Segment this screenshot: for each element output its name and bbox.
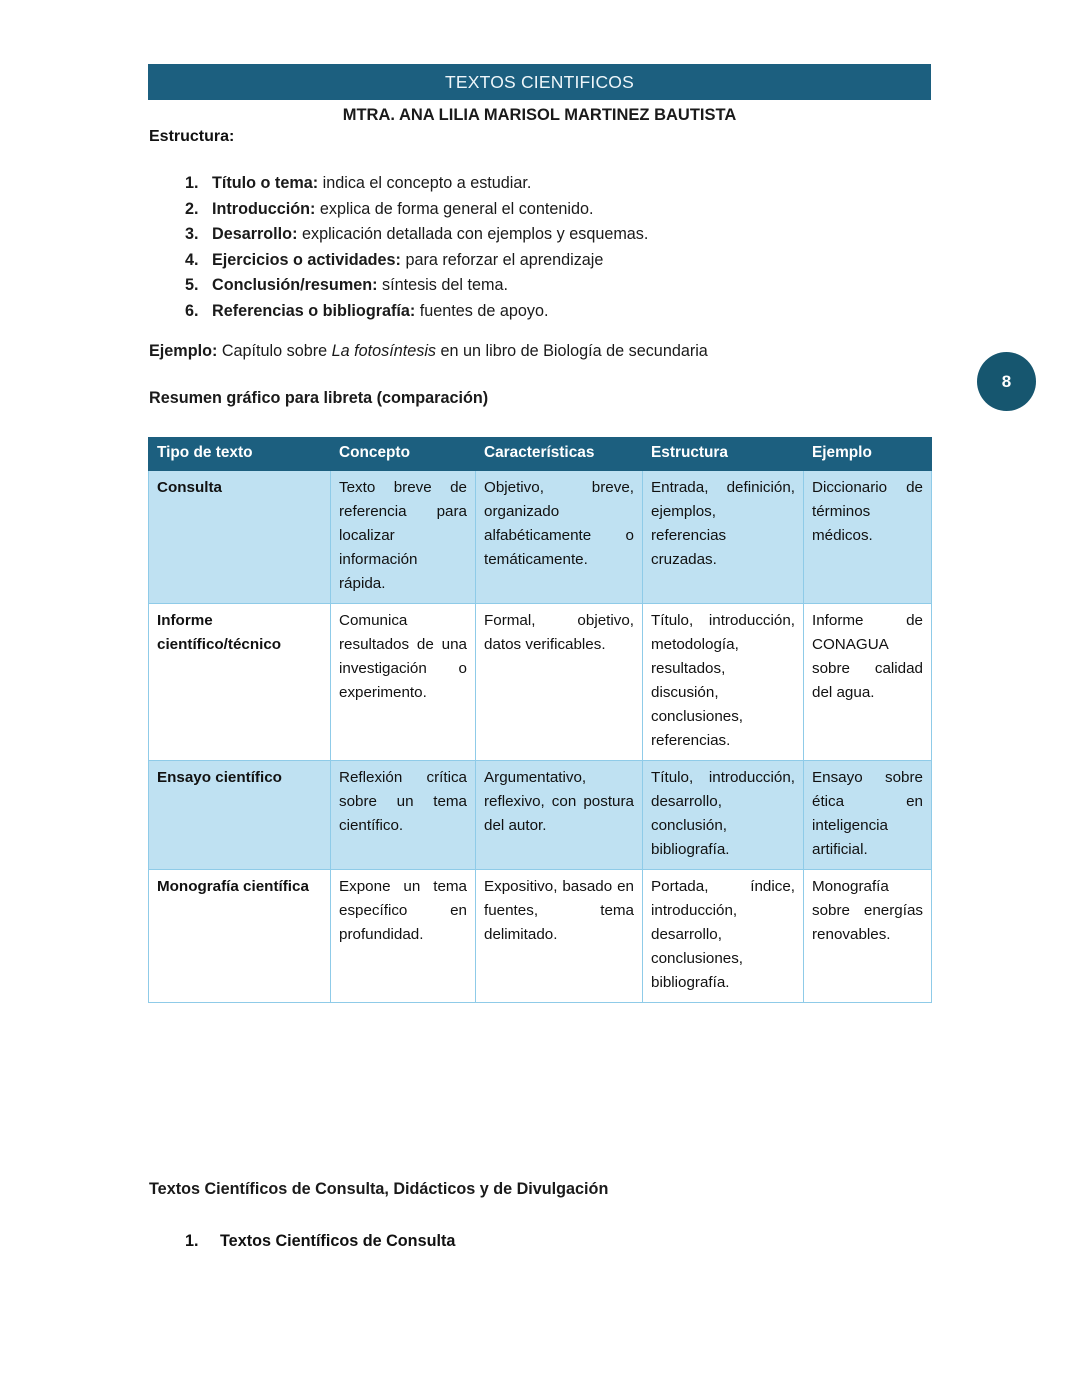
example-italic-title: La fotosíntesis bbox=[331, 342, 437, 360]
structure-item-term: Título o tema: bbox=[212, 174, 319, 192]
structure-item-term: Conclusión/resumen: bbox=[212, 276, 378, 294]
structure-item-text bbox=[212, 248, 603, 274]
bottom-section-heading: Textos Científicos de Consulta, Didácticos y de Divulgación bbox=[149, 1180, 609, 1198]
table-cell: Título, introducción, desarrollo, conclusión, bibliografía. bbox=[643, 761, 804, 870]
structure-list-item bbox=[176, 299, 876, 325]
table-row bbox=[149, 604, 932, 761]
table-column-header: Características bbox=[476, 438, 643, 471]
structure-label: Estructura: bbox=[149, 128, 235, 145]
table-cell-type: Ensayo científico bbox=[149, 761, 331, 870]
example-pre: Capítulo sobre bbox=[217, 342, 332, 360]
table-row bbox=[149, 471, 932, 604]
structure-item-number: 3. bbox=[185, 225, 199, 243]
table-cell: Formal, objetivo, datos verificables. bbox=[476, 604, 643, 761]
table-row bbox=[149, 761, 932, 870]
structure-item-desc: para reforzar el aprendizaje bbox=[400, 250, 604, 269]
structure-item-text bbox=[212, 222, 648, 248]
structure-item-text bbox=[212, 197, 593, 223]
table-cell: Monografía sobre energías renovables. bbox=[804, 870, 932, 1003]
table-header bbox=[149, 438, 932, 471]
table-cell-type: Consulta bbox=[149, 471, 331, 604]
structure-item-desc: explica de forma general el contenido. bbox=[315, 199, 594, 218]
table-cell: Diccionario de términos médicos. bbox=[804, 471, 932, 604]
structure-item-text bbox=[212, 299, 549, 325]
table-cell: Comunica resultados de una investigación o experimento. bbox=[331, 604, 476, 761]
table-column-header: Ejemplo bbox=[804, 438, 932, 471]
table-cell: Ensayo sobre ética en inteligencia artificial. bbox=[804, 761, 932, 870]
bottom-list-item bbox=[176, 1228, 876, 1254]
table-cell: Entrada, definición, ejemplos, referencias cruzadas. bbox=[643, 471, 804, 604]
page-number-badge bbox=[977, 352, 1036, 411]
table-cell: Título, introducción, metodología, resultados, discusión, conclusiones, referencias. bbox=[643, 604, 804, 761]
table-cell: Texto breve de referencia para localizar información rápida. bbox=[331, 471, 476, 604]
structure-item-text bbox=[212, 273, 508, 299]
structure-item-term: Ejercicios o actividades: bbox=[212, 250, 401, 269]
table-row bbox=[149, 870, 932, 1003]
structure-list bbox=[176, 171, 876, 324]
structure-item-text bbox=[212, 171, 531, 197]
structure-item-desc: fuentes de apoyo. bbox=[415, 301, 549, 320]
structure-item-number: 4. bbox=[185, 250, 199, 269]
comparison-table bbox=[148, 437, 932, 1003]
table-cell: Expone un tema específico en profundidad. bbox=[331, 870, 476, 1003]
table-cell: Portada, índice, introducción, desarrollo, conclusiones, bibliografía. bbox=[643, 870, 804, 1003]
structure-item-desc: síntesis del tema. bbox=[377, 276, 508, 294]
table-cell: Expositivo, basado en fuentes, tema delimitado. bbox=[476, 870, 643, 1003]
structure-item-term: Referencias o bibliografía: bbox=[212, 301, 416, 320]
structure-list-item bbox=[176, 222, 876, 248]
table-column-header: Estructura bbox=[643, 438, 804, 471]
structure-item-desc: indica el concepto a estudiar. bbox=[318, 174, 532, 192]
structure-list-item bbox=[176, 248, 876, 274]
structure-list-item bbox=[176, 171, 876, 197]
structure-list-item bbox=[176, 197, 876, 223]
example-line bbox=[149, 342, 708, 361]
table-cell-type: Informe científico/técnico bbox=[149, 604, 331, 761]
bottom-item-number: 1. bbox=[185, 1232, 199, 1250]
page-number: 8 bbox=[1001, 371, 1012, 391]
bottom-list bbox=[176, 1228, 876, 1254]
bottom-item-label: Textos Científicos de Consulta bbox=[220, 1232, 456, 1250]
table-column-header: Concepto bbox=[331, 438, 476, 471]
table-column-header: Tipo de texto bbox=[149, 438, 331, 471]
structure-item-number: 2. bbox=[185, 199, 199, 218]
example-post: en un libro de Biología de secundaria bbox=[436, 342, 708, 360]
table-cell: Informe de CONAGUA sobre calidad del agua. bbox=[804, 604, 932, 761]
example-label: Ejemplo: bbox=[149, 342, 218, 360]
table-cell-type: Monografía científica bbox=[149, 870, 331, 1003]
author-name: MTRA. ANA LILIA MARISOL MARTINEZ BAUTISTA bbox=[342, 106, 737, 124]
structure-item-desc: explicación detallada con ejemplos y esquemas. bbox=[297, 225, 649, 243]
table-header-row bbox=[149, 438, 932, 471]
structure-item-number: 1. bbox=[185, 174, 199, 192]
table-cell: Objetivo, breve, organizado alfabéticamente o temáticamente. bbox=[476, 471, 643, 604]
table-body bbox=[149, 471, 932, 1003]
table-cell: Reflexión crítica sobre un tema científico. bbox=[331, 761, 476, 870]
structure-item-number: 6. bbox=[185, 301, 199, 320]
table-cell: Argumentativo, reflexivo, con postura del autor. bbox=[476, 761, 643, 870]
page-banner bbox=[148, 64, 931, 100]
structure-item-term: Introducción: bbox=[212, 199, 316, 218]
banner-title: TEXTOS CIENTIFICOS bbox=[445, 71, 634, 92]
structure-item-number: 5. bbox=[185, 276, 199, 294]
summary-heading: Resumen gráfico para libreta (comparación) bbox=[149, 389, 489, 407]
structure-item-term: Desarrollo: bbox=[212, 225, 298, 243]
structure-list-item bbox=[176, 273, 876, 299]
